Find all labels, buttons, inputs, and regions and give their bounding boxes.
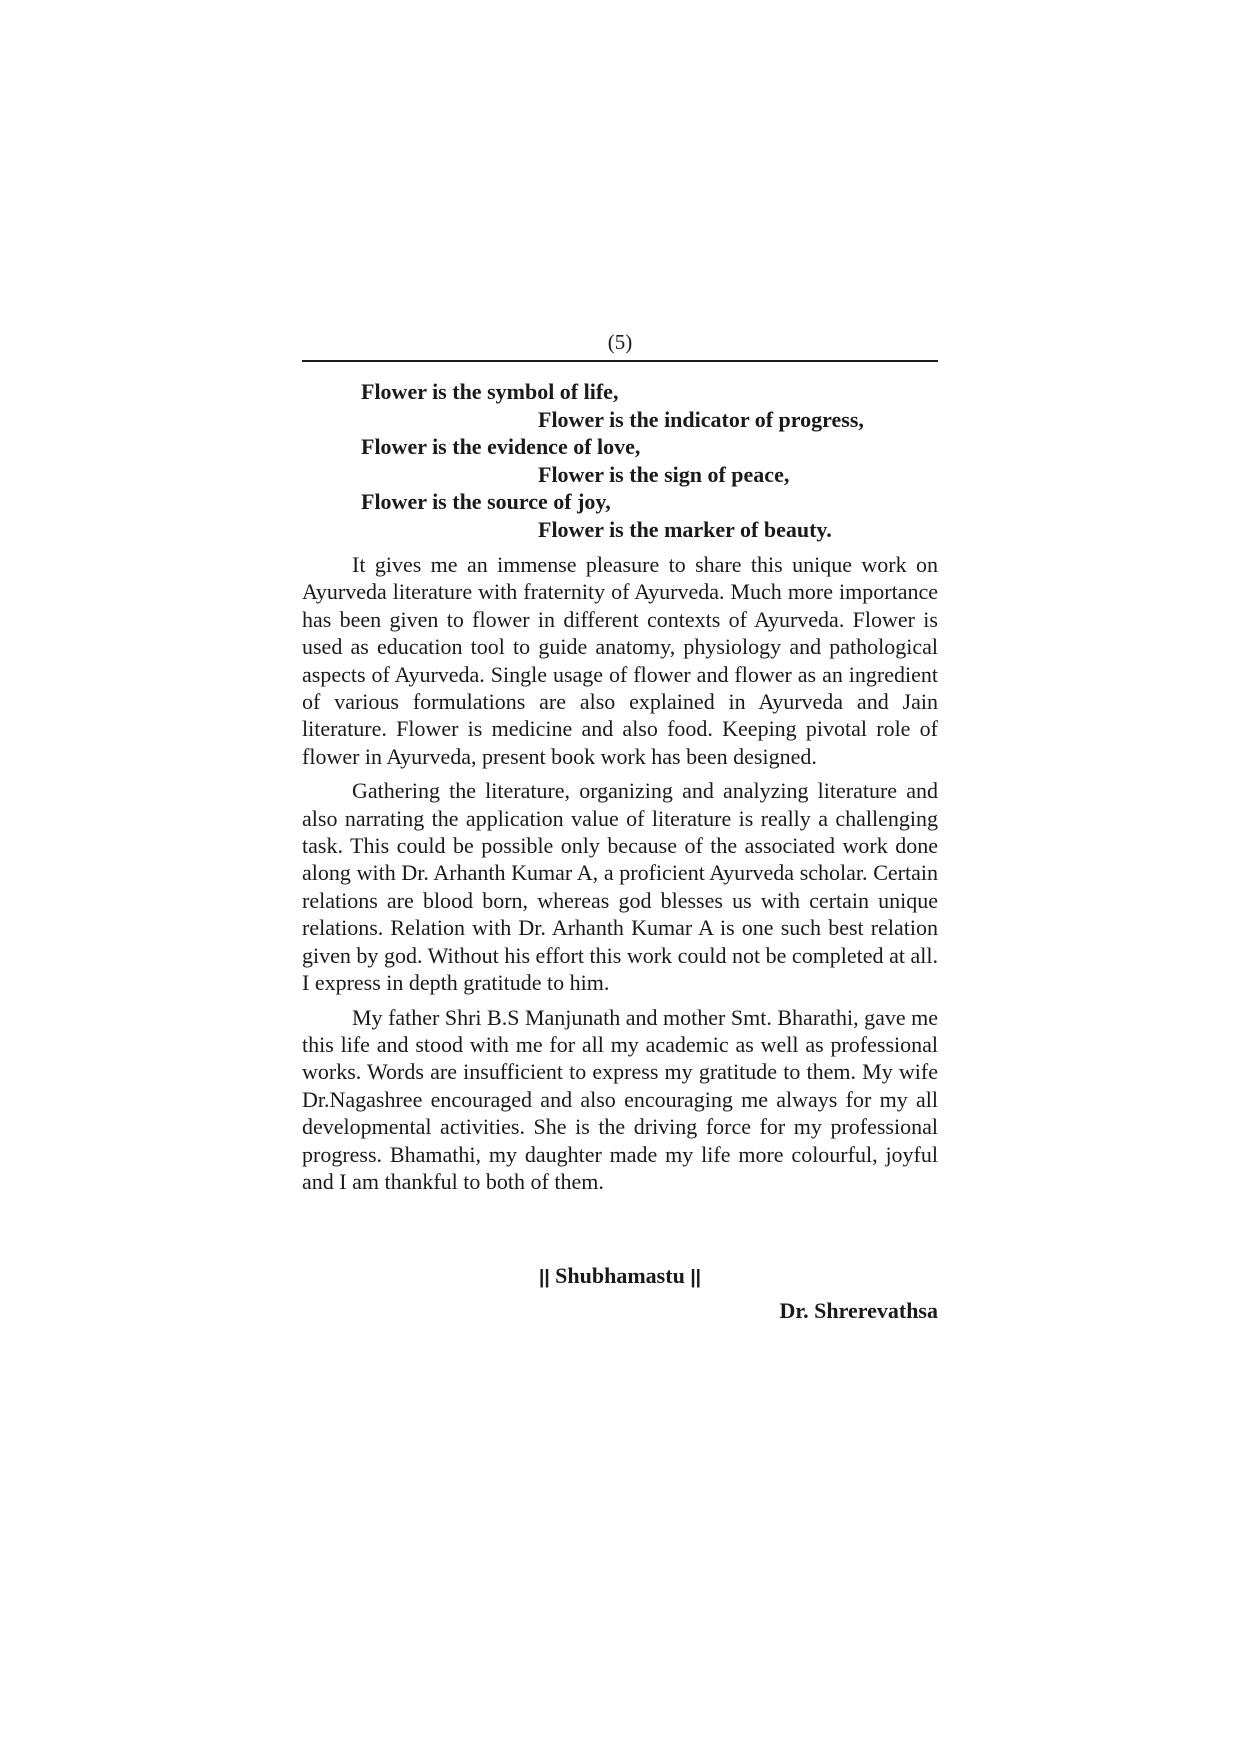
- page-number: (5): [607, 330, 633, 354]
- poem-line: Flower is the evidence of love,: [361, 434, 641, 460]
- body-text: [302, 551, 938, 1202]
- paragraph-gratitude-intro: It gives me an immense pleasure to share this unique work on Ayurveda literature with fraternity of Ayurveda. Much more importance has been given to flower in different contexts of Ayurveda. Flower is used as education tool to guide anatomy, physiology and pathological aspects of Ayurveda. Single usage of flower and flower as an ingredient of various formulations are also explained in Ayurveda and Jain literature. Flower is medicine and also food. Keeping pivotal role of flower in Ayurveda, present book work has been designed.: [302, 552, 938, 769]
- poem-line: Flower is the source of joy,: [361, 489, 611, 515]
- paragraph-family: My father Shri B.S Manjunath and mother Smt. Bharathi, gave me this life and stood with me for all my academic as well as professional works. Words are insufficient to express my gratitude to them. My wife Dr.Nagashree encouraged and also encouraging me always for my all developmental activities. She is the driving force for my professional progress. Bhamathi, my daughter made my life more colourful, joyful and I am thankful to both of them.: [302, 1004, 938, 1194]
- paragraph-coauthor: Gathering the literature, organizing and analyzing literature and also narrating the application value of literature is really a challenging task. This could be possible only because of the associated work done along with Dr. Arhanth Kumar A, a proficient Ayurveda scholar. Certain relations are blood born, whereas god blesses us with certain unique relations. Relation with Dr. Arhanth Kumar A is one such best relation given by god. Without his effort this work could not be completed at all. I express in depth gratitude to him.: [302, 778, 938, 996]
- poem: [302, 378, 938, 544]
- poem-line: Flower is the marker of beauty.: [538, 516, 832, 542]
- double-bar-left: ||: [539, 1267, 550, 1288]
- poem-line: Flower is the symbol of life,: [361, 379, 619, 404]
- header-rule: [302, 360, 938, 362]
- closing-blessing: [302, 1262, 938, 1291]
- poem-line: Flower is the indicator of progress,: [538, 406, 864, 432]
- blessing-text: Shubhamastu: [555, 1263, 685, 1288]
- author-signature: Dr. Shrerevathsa: [779, 1298, 938, 1323]
- poem-line: Flower is the sign of peace,: [538, 461, 790, 487]
- double-bar-right: ||: [690, 1267, 701, 1288]
